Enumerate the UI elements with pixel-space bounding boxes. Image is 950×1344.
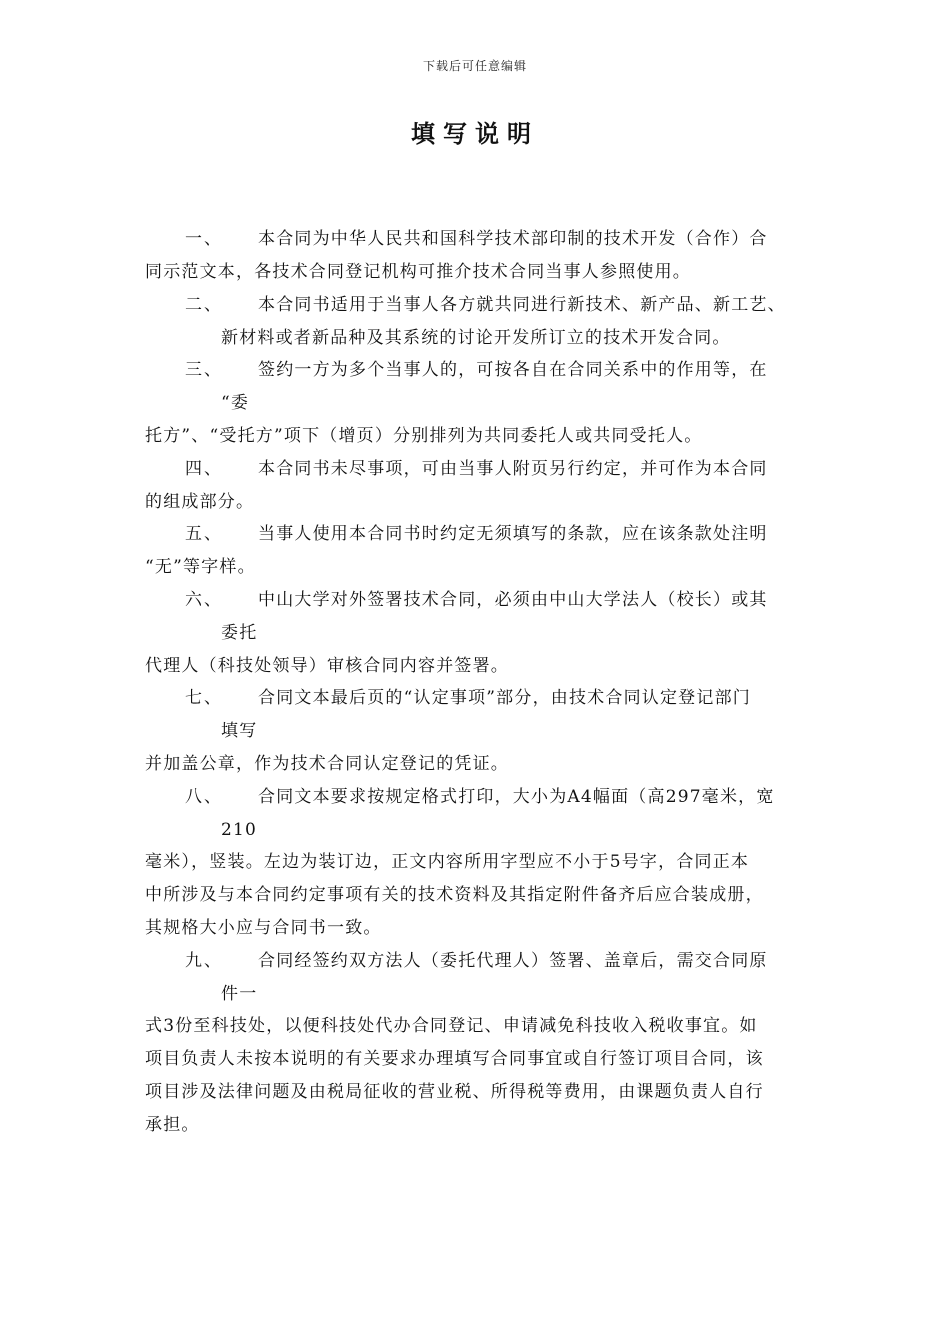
item-line: 本合同为中华人民共和国科学技术部印制的技术开发（合作）合 (258, 229, 768, 249)
item-line: 合同文本最后页的“认定事项”部分，由技术合同认定登记部门 (258, 688, 751, 708)
item-line: 中所涉及与本合同约定事项有关的技术资料及其指定附件备齐后应合装成册， (145, 885, 764, 905)
item-line: 代理人（科技处领导）审核合同内容并签署。 (145, 656, 509, 676)
item-line: 项目负责人未按本说明的有关要求办理填写合同事宜或自行签订项目合同，该 (145, 1049, 764, 1069)
item-line: 并加盖公章，作为技术合同认定登记的凭证。 (145, 754, 509, 774)
item-number: 四、 (185, 459, 223, 479)
item-line: 毫米），竖装。左边为装订边，正文内容所用字型应不小于5号字，合同正本 (145, 852, 750, 872)
item-line: 承担。 (145, 1115, 200, 1135)
item-number: 九、 (185, 951, 223, 971)
item-line: 填写 (221, 721, 258, 741)
item-line: 项目涉及法律问题及由税局征收的营业税、所得税等费用，由课题负责人自行 (145, 1082, 764, 1102)
page-title: 填写说明 (411, 120, 539, 148)
item-line: 本合同书适用于当事人各方就共同进行新技术、新产品、新工艺、 (258, 295, 786, 315)
item-line: 签约一方为多个当事人的，可按各自在合同关系中的作用等，在 (258, 360, 768, 380)
item-line: “无”等字样。 (145, 557, 256, 577)
item-number: 二、 (185, 295, 223, 315)
item-number: 三、 (185, 360, 223, 380)
item-line: 委托 (221, 623, 258, 643)
item-line: 210 (221, 820, 258, 840)
header-note: 下载后可任意编辑 (422, 59, 527, 73)
item-line: 式3份至科技处，以便科技处代办合同登记、申请减免科技收入税收事宜。如 (145, 1016, 758, 1036)
item-line: 本合同书未尽事项，可由当事人附页另行约定，并可作为本合同 (258, 459, 768, 479)
item-line: 其规格大小应与合同书一致。 (145, 918, 382, 938)
item-line: 新材料或者新品种及其系统的讨论开发所订立的技术开发合同。 (221, 328, 731, 348)
item-line: “委 (221, 393, 250, 413)
item-line: 当事人使用本合同书时约定无须填写的条款，应在该条款处注明 (258, 524, 768, 544)
item-line: 托方”、“受托方”项下（增页）分别排列为共同委托人或共同受托人。 (145, 426, 703, 446)
item-number: 六、 (185, 590, 223, 610)
item-line: 的组成部分。 (145, 492, 255, 512)
item-line: 合同经签约双方法人（委托代理人）签署、盖章后，需交合同原 (258, 951, 768, 971)
item-number: 八、 (185, 787, 223, 807)
item-line: 中山大学对外签署技术合同，必须由中山大学法人（校长）或其 (258, 590, 768, 610)
item-number: 一、 (185, 229, 223, 249)
item-number: 七、 (185, 688, 223, 708)
item-line: 件一 (221, 984, 258, 1004)
item-line: 合同文本要求按规定格式打印，大小为A4幅面（高297毫米，宽 (258, 787, 775, 807)
item-line: 同示范文本，各技术合同登记机构可推介技术合同当事人参照使用。 (145, 262, 691, 282)
item-number: 五、 (185, 524, 223, 544)
